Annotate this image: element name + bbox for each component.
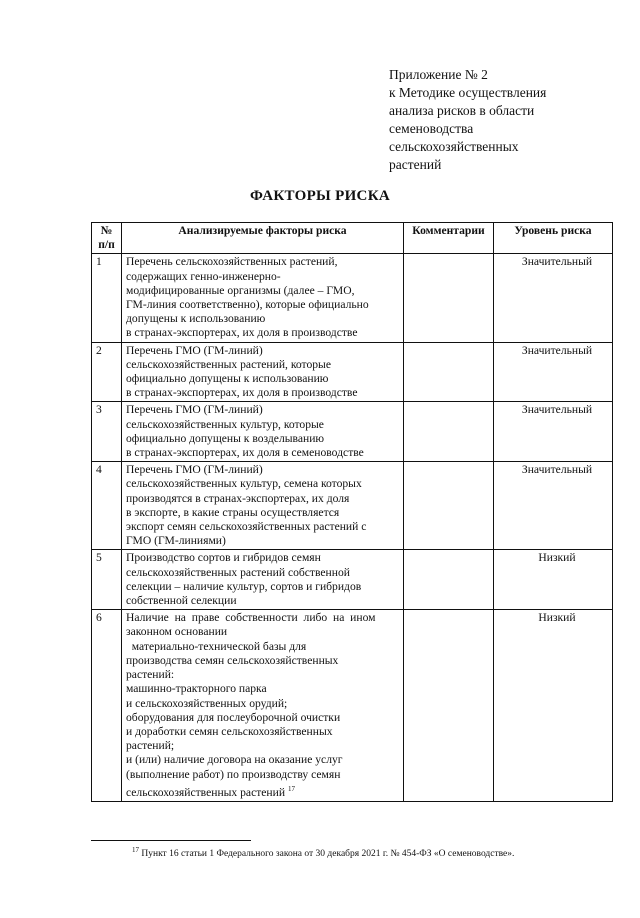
footnote-text: Пункт 16 статьи 1 Федерального закона от 30 декабря 2021 г. № 454-ФЗ «О семеноводстве». — [139, 849, 515, 860]
factor-line: растений; — [126, 739, 175, 753]
table-row — [92, 550, 613, 610]
row-comment — [404, 462, 494, 550]
table-row — [92, 610, 613, 802]
appendix-line: сельскохозяйственных — [389, 139, 519, 154]
factor-line: машинно-тракторного парка — [126, 682, 267, 696]
factor-line — [126, 782, 399, 800]
row-comment — [404, 402, 494, 462]
factor-line: и сельскохозяйственных орудий; — [126, 696, 288, 710]
risk-level-value: Низкий — [538, 551, 576, 565]
factor-line: сельскохозяйственных растений, которые — [126, 357, 331, 371]
table-row — [92, 462, 613, 550]
appendix-note — [389, 66, 619, 174]
page-title: ФАКТОРЫ РИСКА — [249, 188, 391, 204]
row-number: 2 — [92, 342, 122, 402]
factor-line: Наличие на праве собственности либо на ином — [126, 611, 376, 625]
factor-line: законном основании — [126, 625, 228, 639]
factor-line: официально допущены к возделыванию — [126, 431, 325, 445]
row-factor — [122, 254, 404, 342]
row-comment — [404, 550, 494, 610]
risk-factors-table — [91, 222, 613, 802]
factor-line: растений: — [126, 668, 175, 682]
row-level — [494, 254, 613, 342]
factor-line: Перечень ГМО (ГМ-линий) — [126, 343, 263, 357]
factor-line: и (или) наличие договора на оказание услуг — [126, 753, 343, 767]
factor-line: Перечень сельскохозяйственных растений, — [126, 255, 338, 269]
header-level: Уровень риска — [494, 223, 613, 254]
appendix-line: анализа рисков в области — [389, 103, 535, 118]
factor-line: Производство сортов и гибридов семян — [126, 551, 321, 565]
factor-line-text: сельскохозяйственных растений — [126, 785, 286, 799]
row-number: 3 — [92, 402, 122, 462]
row-comment — [404, 254, 494, 342]
factor-line: содержащих генно-инженерно- — [126, 269, 281, 283]
factor-line: собственной селекции — [126, 594, 237, 608]
factor-line: материально-технической базы для — [126, 639, 307, 653]
footnote-divider — [91, 840, 251, 841]
header-number-line2: п/п — [98, 238, 115, 252]
table-row — [92, 402, 613, 462]
footnote-mark: 17 — [132, 846, 139, 854]
row-level — [494, 550, 613, 610]
appendix-line: растений — [389, 157, 442, 172]
footnote-ref[interactable]: 17 — [287, 784, 295, 793]
appendix-line: семеноводства — [389, 121, 474, 136]
risk-level-value: Значительный — [521, 343, 593, 357]
risk-level-value: Значительный — [521, 403, 593, 417]
risk-level-value: Значительный — [521, 463, 593, 477]
factor-line: сельскохозяйственных растений собственной — [126, 565, 350, 579]
factor-line: сельскохозяйственных культур, которые — [126, 417, 324, 431]
factor-line: в странах-экспортерах, их доля в семеноводстве — [126, 446, 364, 460]
factor-line: производятся в странах-экспортерах, их доля — [126, 491, 350, 505]
row-number: 5 — [92, 550, 122, 610]
row-level — [494, 462, 613, 550]
factor-line: в странах-экспортерах, их доля в производстве — [126, 326, 358, 340]
factor-line: Перечень ГМО (ГМ-линий) — [126, 463, 263, 477]
factor-line: селекции – наличие культур, сортов и гибридов — [126, 579, 362, 593]
factor-line: производства семян сельскохозяйственных — [126, 653, 339, 667]
row-comment — [404, 610, 494, 802]
factor-line: оборудования для послеуборочной очистки — [126, 710, 341, 724]
footnote — [132, 846, 514, 859]
factor-line: в экспорте, в какие страны осуществляется — [126, 505, 340, 519]
row-factor — [122, 342, 404, 402]
factor-line: экспорт семян сельскохозяйственных растений с — [126, 520, 367, 534]
factor-line: ГМ-линия соответственно), которые официально — [126, 298, 369, 312]
row-factor — [122, 462, 404, 550]
risk-level-value: Значительный — [521, 255, 593, 269]
row-factor — [122, 550, 404, 610]
table-row — [92, 342, 613, 402]
row-level — [494, 402, 613, 462]
factor-line: модифицированные организмы (далее – ГМО, — [126, 283, 355, 297]
appendix-line: Приложение № 2 — [389, 67, 488, 82]
factor-line: допущены к использованию — [126, 312, 266, 326]
header-number-line1: № — [100, 224, 113, 237]
header-factor: Анализируемые факторы риска — [122, 223, 404, 254]
factor-line: сельскохозяйственных культур, семена которых — [126, 477, 362, 491]
row-number: 4 — [92, 462, 122, 550]
row-level — [494, 342, 613, 402]
appendix-line: к Методике осуществления — [389, 85, 547, 100]
factor-line: официально допущены к использованию — [126, 372, 329, 386]
factor-line: в странах-экспортерах, их доля в производстве — [126, 386, 358, 400]
row-number: 1 — [92, 254, 122, 342]
table-row — [92, 254, 613, 342]
header-number — [92, 223, 122, 254]
row-comment — [404, 342, 494, 402]
risk-level-value: Низкий — [538, 611, 576, 625]
row-factor — [122, 402, 404, 462]
row-number: 6 — [92, 610, 122, 802]
factor-line: Перечень ГМО (ГМ-линий) — [126, 403, 263, 417]
table-header-row — [92, 223, 613, 254]
factor-line: (выполнение работ) по производству семян — [126, 767, 341, 781]
factor-line: ГМО (ГМ-линиями) — [126, 534, 226, 548]
row-factor — [122, 610, 404, 802]
factor-line: и доработки семян сельскохозяйственных — [126, 724, 333, 738]
header-comment: Комментарии — [404, 223, 494, 254]
row-level — [494, 610, 613, 802]
